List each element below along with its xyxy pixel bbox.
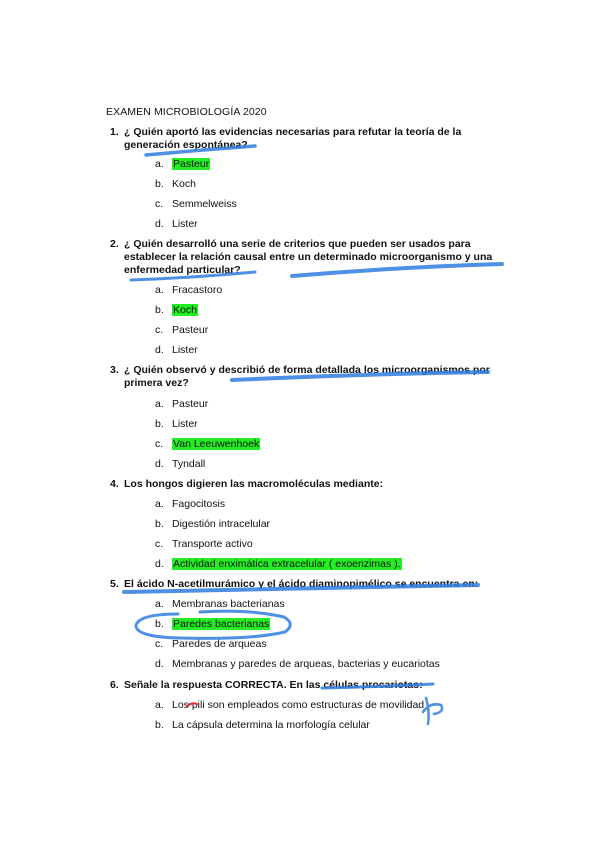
option-letter: b. bbox=[155, 518, 164, 530]
option-letter: d. bbox=[155, 218, 164, 230]
option-text: Membranas y paredes de arqueas, bacterias y eucariotas bbox=[172, 658, 440, 670]
question-text: El ácido N-acetilmurámico y el ácido diaminopimélico se encuentra en: bbox=[124, 578, 479, 590]
option-letter: a. bbox=[155, 158, 164, 170]
question-text: ¿ Quién observó y describió de forma detallada los microorganismos por primera vez? bbox=[124, 364, 490, 389]
option-text: Digestión intracelular bbox=[172, 518, 271, 530]
option-text: Semmelweiss bbox=[172, 198, 237, 210]
option-1c bbox=[155, 198, 237, 211]
option-text-highlighted: Pasteur bbox=[173, 158, 210, 170]
option-letter: d. bbox=[155, 344, 164, 356]
option-2c bbox=[155, 324, 208, 337]
option-4a bbox=[155, 498, 225, 511]
option-letter: b. bbox=[155, 719, 164, 731]
option-2a bbox=[155, 284, 222, 297]
option-text-highlighted: Actividad enximática extracelular ( exoenzimas ). bbox=[173, 558, 401, 570]
option-text: Pasteur bbox=[172, 398, 209, 410]
question-4 bbox=[110, 478, 494, 491]
option-letter: b. bbox=[155, 618, 164, 630]
option-letter: a. bbox=[155, 498, 164, 510]
option-3d bbox=[155, 458, 205, 471]
option-letter: d. bbox=[155, 458, 164, 470]
option-1b bbox=[155, 178, 196, 191]
option-3a bbox=[155, 398, 208, 411]
option-3c bbox=[155, 438, 260, 451]
option-5b bbox=[155, 618, 270, 631]
option-letter: b. bbox=[155, 418, 164, 430]
option-text: Los pili son empleados como estructuras de movilidad bbox=[172, 699, 425, 711]
option-1a bbox=[155, 158, 210, 171]
question-text: ¿ Quién desarrolló una serie de criterios que pueden ser usados para establecer la relación causal entre un determinado microorganismo y una enfermedad particular? bbox=[124, 238, 493, 276]
option-text: Lister bbox=[172, 418, 198, 430]
question-3 bbox=[110, 364, 494, 390]
option-text: Membranas bacterianas bbox=[172, 598, 285, 610]
option-letter: b. bbox=[155, 304, 164, 316]
question-6 bbox=[110, 679, 494, 692]
option-text: Lister bbox=[172, 344, 198, 356]
check-mark-6a bbox=[423, 698, 442, 724]
option-4c bbox=[155, 538, 253, 551]
question-number: 1. bbox=[110, 126, 119, 138]
question-number: 4. bbox=[110, 478, 119, 490]
option-text: Transporte activo bbox=[172, 538, 253, 550]
option-4d bbox=[155, 558, 402, 571]
option-text-highlighted: Paredes bacterianas bbox=[173, 618, 270, 630]
option-letter: c. bbox=[155, 324, 164, 336]
question-5 bbox=[110, 578, 494, 591]
option-3b bbox=[155, 418, 198, 431]
option-text: Lister bbox=[172, 218, 198, 230]
option-6b bbox=[155, 719, 370, 732]
option-text: La cápsula determina la morfología celular bbox=[172, 719, 370, 731]
option-2d bbox=[155, 344, 198, 357]
option-text: Fracastoro bbox=[172, 284, 223, 296]
question-1 bbox=[110, 126, 494, 152]
option-text-highlighted: Van Leeuwenhoek bbox=[173, 438, 260, 450]
question-number: 3. bbox=[110, 364, 119, 376]
option-text: Fagocitosis bbox=[172, 498, 226, 510]
question-number: 6. bbox=[110, 679, 119, 691]
option-4b bbox=[155, 518, 270, 531]
question-text: Señale la respuesta CORRECTA. En las células procariotas: bbox=[124, 679, 423, 691]
page-title: EXAMEN MICROBIOLOGÍA 2020 bbox=[106, 106, 267, 118]
question-text: Los hongos digieren las macromoléculas mediante: bbox=[124, 478, 384, 490]
option-2b bbox=[155, 304, 198, 317]
option-letter: d. bbox=[155, 558, 164, 570]
option-letter: c. bbox=[155, 538, 164, 550]
option-letter: c. bbox=[155, 438, 164, 450]
option-text: Pasteur bbox=[172, 324, 209, 336]
option-1d bbox=[155, 218, 198, 231]
option-letter: d. bbox=[155, 658, 164, 670]
option-text: Tyndall bbox=[172, 458, 206, 470]
option-letter: b. bbox=[155, 178, 164, 190]
question-2 bbox=[110, 238, 494, 277]
option-text: Koch bbox=[172, 178, 196, 190]
option-6a bbox=[155, 699, 424, 712]
option-letter: c. bbox=[155, 638, 164, 650]
option-letter: a. bbox=[155, 598, 164, 610]
option-5c bbox=[155, 638, 267, 651]
option-text: Paredes de arqueas bbox=[172, 638, 267, 650]
option-letter: a. bbox=[155, 398, 164, 410]
option-letter: a. bbox=[155, 699, 164, 711]
question-text: ¿ Quién aportó las evidencias necesarias para refutar la teoría de la generación espontánea? bbox=[124, 126, 462, 151]
question-number: 5. bbox=[110, 578, 119, 590]
option-5d bbox=[155, 658, 440, 671]
option-text-highlighted: Koch bbox=[173, 304, 197, 316]
question-number: 2. bbox=[110, 238, 119, 250]
option-letter: c. bbox=[155, 198, 164, 210]
option-5a bbox=[155, 598, 285, 611]
option-letter: a. bbox=[155, 284, 164, 296]
